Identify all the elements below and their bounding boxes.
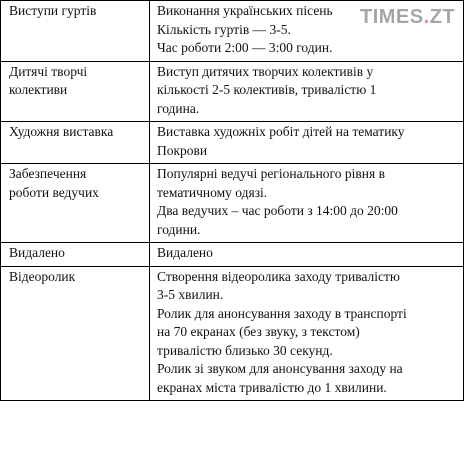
row-label: Відеоролик: [9, 268, 76, 284]
table-row: [1, 61, 464, 122]
description-line: Створення відеоролика заходу тривалістю: [157, 268, 400, 284]
table-row: [1, 122, 464, 164]
row-description-cell: [150, 243, 464, 267]
table-row: [1, 266, 464, 401]
description-line: Час роботи 2:00 — 3:00 годин.: [157, 40, 333, 55]
description-line: тематичному одязі.: [157, 184, 268, 200]
table-row: [1, 164, 464, 243]
row-label-cell: [1, 1, 150, 62]
description-line: Виставка художніх робіт дітей на тематику: [157, 124, 405, 139]
description-line: 3-5 хвилин.: [157, 287, 224, 302]
description-line: Два ведучих – час роботи з 14:00 до 20:00: [157, 203, 398, 218]
description-line: Ролик для анонсування заходу в транспорті: [157, 305, 407, 321]
watermark-text-tail: ZT: [429, 6, 456, 28]
description-line: екранах міста тривалістю до 1 хвилини.: [157, 379, 387, 395]
row-description-cell: [150, 122, 464, 164]
site-watermark: [360, 3, 462, 31]
description-line: кількості 2-5 колективів, тривалістю 1: [157, 82, 377, 97]
row-label: Видалено: [9, 245, 65, 260]
description-line: Виконання українських пісень: [157, 3, 333, 18]
table-row: [1, 243, 464, 267]
row-label-cell: [1, 122, 150, 164]
row-label: колективи: [9, 82, 68, 97]
description-line: на 70 екранах (без звуку, з текстом): [157, 324, 360, 339]
row-description-cell: [150, 266, 464, 401]
row-label-cell: [1, 243, 150, 267]
row-label-cell: [1, 164, 150, 243]
row-label: Забезпечення: [9, 166, 87, 181]
description-line: Ролик зі звуком для анонсування заходу на: [157, 361, 403, 376]
watermark-text: TIMES: [360, 6, 424, 28]
watermark-dot: .: [423, 6, 430, 28]
row-description-cell: [150, 61, 464, 122]
description-line: години.: [157, 221, 201, 237]
description-line: Кількість гуртів — 3-5.: [157, 21, 291, 37]
row-label: Дитячі творчі: [9, 63, 88, 79]
row-description-cell: [150, 164, 464, 243]
row-label: Виступи гуртів: [9, 3, 97, 18]
row-label: Художня виставка: [9, 124, 114, 139]
description-line: година.: [157, 100, 200, 116]
description-line: тривалістю близько 30 секунд.: [157, 342, 333, 358]
row-label-cell: [1, 266, 150, 401]
description-line: Популярні ведучі регіонального рівня в: [157, 166, 385, 181]
row-label-cell: [1, 61, 150, 122]
description-line: Покрови: [157, 142, 208, 158]
row-label: роботи ведучих: [9, 184, 99, 200]
description-line: Виступ дитячих творчих колективів у: [157, 63, 374, 79]
description-line: Видалено: [157, 245, 213, 260]
